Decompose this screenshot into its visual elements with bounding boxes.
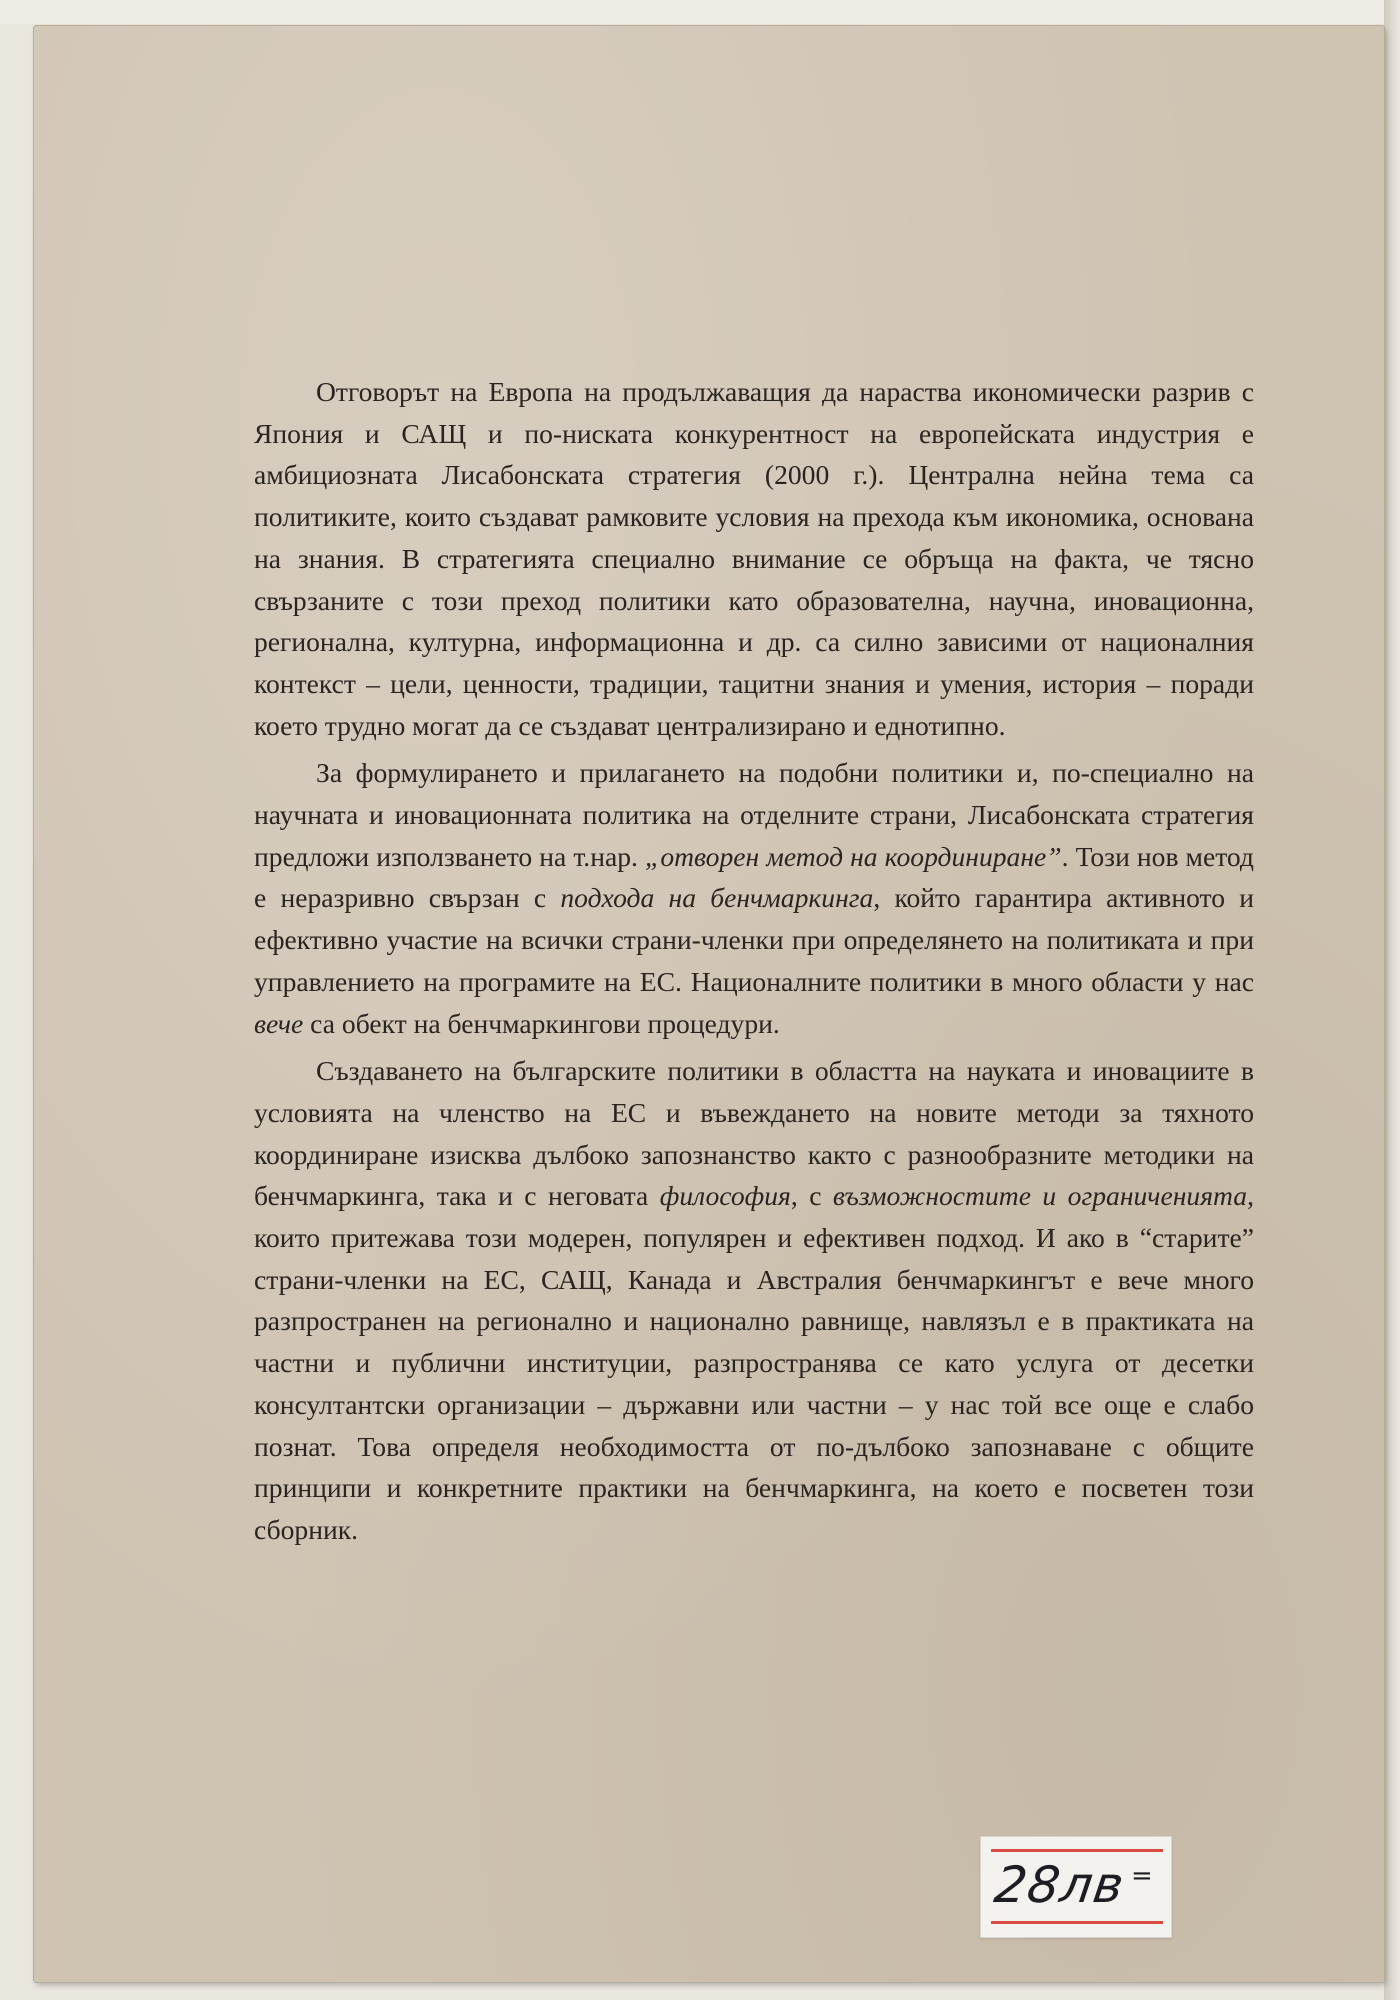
blurb-p2-text-4: са обект на бенчмаркингови процедури. — [303, 1007, 780, 1039]
blurb-p2-text-1: За формулирането и прилагането на подобни политики и, по-специално на научната и иновационната политика на отделните страни, Лисабонската стратегия предложи използването на т.нар. — [254, 757, 1254, 872]
blurb-p3-italic-2: възможностите и ограниченията — [832, 1180, 1248, 1212]
book-back-cover — [34, 26, 1384, 1982]
price-label: 28лв — [990, 1856, 1129, 1914]
blurb-p2-italic-2: подхода на бенчмаркинга — [560, 882, 874, 914]
blurb-p3-text-3: , които притежава този модерен, популярен и ефективен подход. И ако в “старите” страни-членки на ЕС, САЩ, Канада и Австралия бенчмаркингът е вече много разпространен на регионално и национално равнище, навлязъл е в практиката на частни и публични институции, разпространява се като услуга от десетки консултантски организации – държавни или частни – у нас той все още е слабо познат. Това определя необходимостта от по-дълбоко запознаване с общите принципи и конкретните практики на бенчмаркинга, на което е посветен този сборник. — [254, 1180, 1254, 1545]
blurb-paragraph-1 — [254, 371, 1254, 746]
blurb-paragraph-2 — [254, 752, 1254, 1044]
sticker-red-line-bottom — [991, 1921, 1163, 1924]
blurb-paragraph-3 — [254, 1050, 1254, 1550]
cover-blurb — [254, 371, 1254, 1551]
blurb-p2-italic-1: „отворен метод на координиране” — [644, 840, 1062, 872]
blurb-p3-text-1: Създаването на българските политики в областта на науката и иновациите в условията на членство на ЕС и въвеждането на новите методи за тяхното координиране изисква дълбоко запознанство както с разнообразните методики на бенчмаркинга, така и с неговата — [254, 1055, 1254, 1212]
blurb-p2-text-3: , който гарантира активното и ефективно участие на всички страни-членки при определянето на политиката и при управлението на програмите на ЕС. Националните политики в много области у нас — [254, 882, 1254, 997]
background-right — [1384, 0, 1400, 2000]
blurb-p3-text-2: , с — [790, 1180, 833, 1212]
background-top — [0, 0, 1400, 24]
sticker-red-line-top — [991, 1849, 1163, 1852]
price-sticker — [980, 1836, 1172, 1938]
blurb-p2-italic-3: вече — [254, 1007, 304, 1039]
price-mark: = — [1131, 1861, 1153, 1891]
blurb-p2-text-2: . Този нов метод е неразривно свързан с — [254, 840, 1254, 914]
blurb-p1-text: Отговорът на Европа на продължаващия да нараства икономически разрив с Япония и САЩ и по-ниската конкурентност на европейската индустрия е амбициозната Лисабонската стратегия (2000 г.). Централна нейна тема са политиките, които създават рамковите условия на прехода към икономика, основана на знания. В стратегията специално внимание се обръща на факта, че тясно свързаните с този преход политики като образователна, научна, иновационна, регионална, културна, информационна и др. са силно зависими от националния контекст – цели, ценности, традиции, тацитни знания и умения, история – поради което трудно могат да се създават централизирано и еднотипно. — [254, 376, 1254, 741]
blurb-p3-italic-1: философия — [659, 1180, 791, 1212]
